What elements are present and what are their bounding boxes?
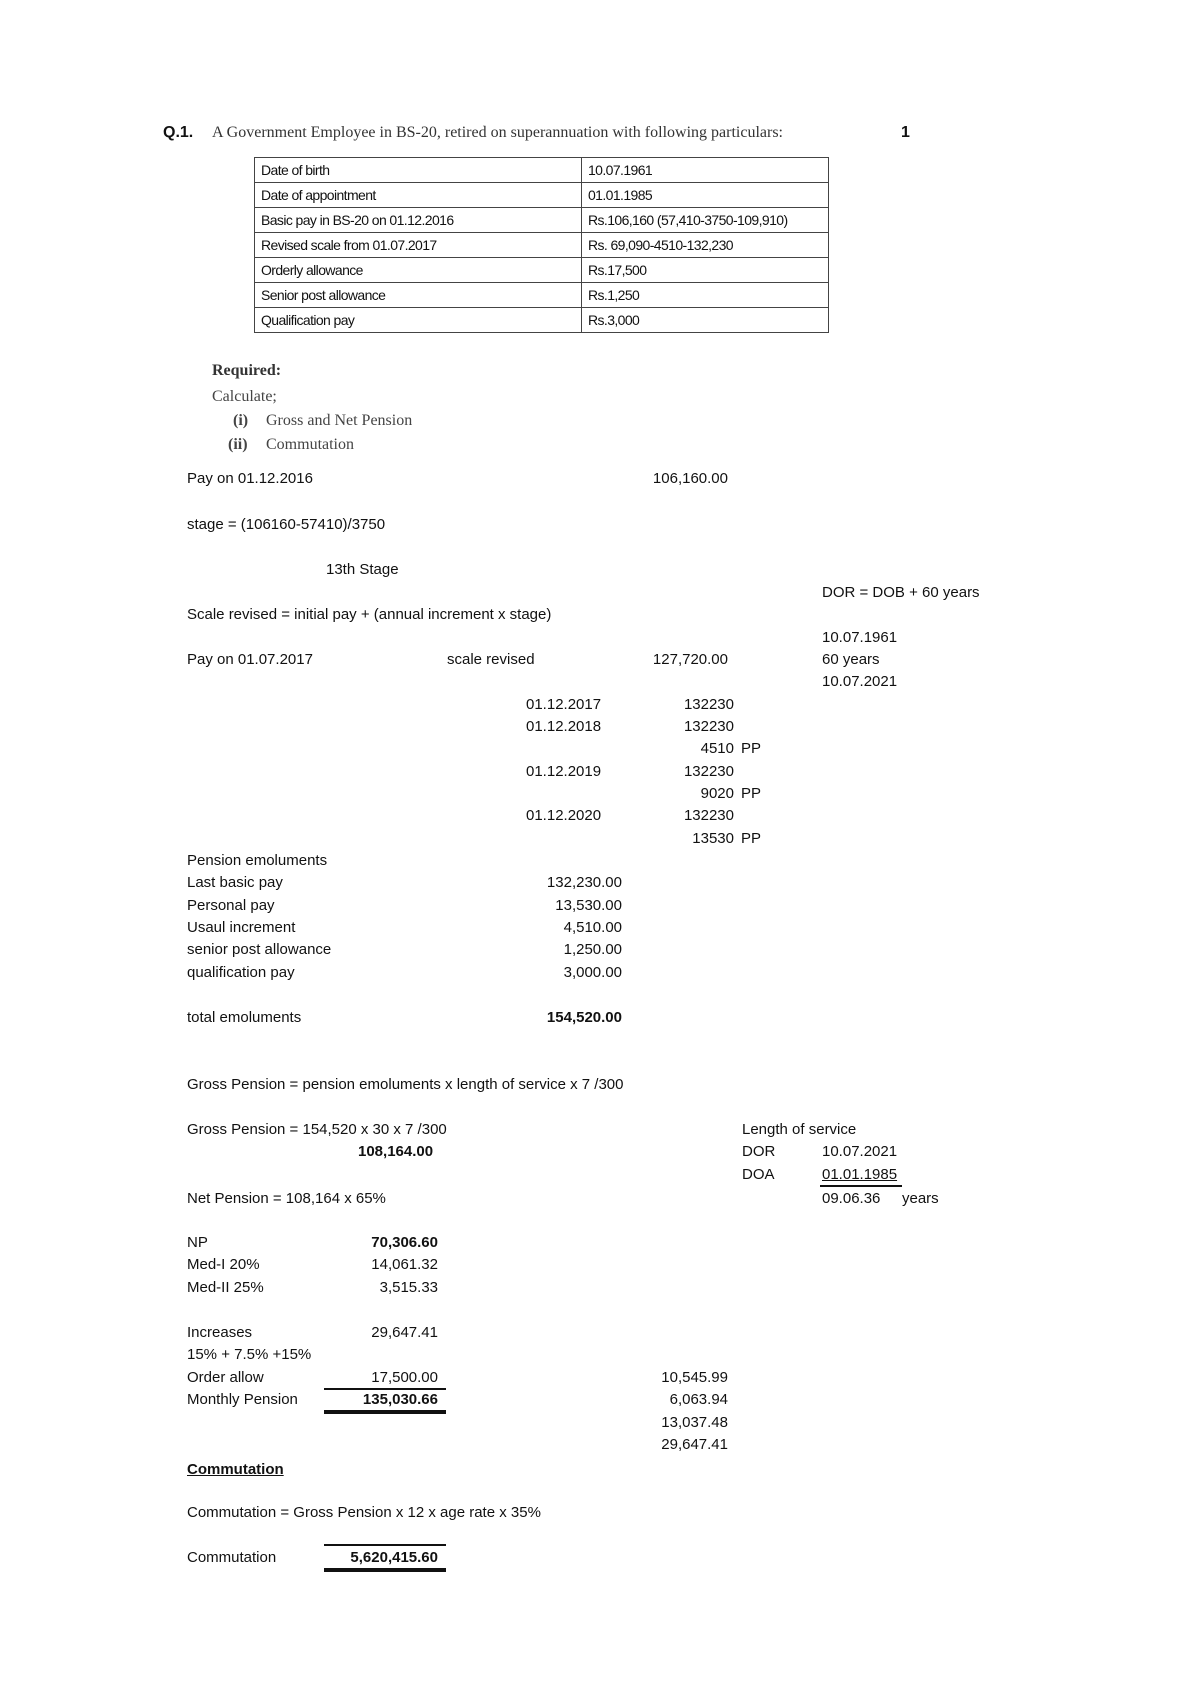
- orderly-allowance-value: 17,500.00: [371, 1369, 438, 1386]
- commutation-heading: Commutation: [187, 1461, 284, 1478]
- emolument-label: Usaul increment: [187, 919, 296, 936]
- pay-2016-label: Pay on 01.12.2016: [187, 470, 313, 487]
- required-item-text: Gross and Net Pension: [266, 412, 413, 429]
- los-label: DOA: [742, 1166, 775, 1183]
- particular-label: Revised scale from 01.07.2017: [255, 233, 582, 258]
- question-text: A Government Employee in BS-20, retired on superannuation with following particulars:: [212, 124, 783, 141]
- particulars-table: [254, 157, 829, 333]
- particular-label: Orderly allowance: [255, 258, 582, 283]
- emolument-value: 132,230.00: [546, 874, 622, 891]
- length-of-service-heading: Length of service: [742, 1121, 857, 1138]
- question-number: Q.1.: [163, 124, 194, 141]
- personal-pay-label: PP: [741, 785, 762, 802]
- los-unit: years: [902, 1190, 939, 1207]
- emolument-value: 13,530.00: [555, 897, 622, 914]
- scale-formula: Scale revised = initial pay + (annual increment x stage): [187, 606, 552, 623]
- increment-date: 01.12.2018: [526, 718, 602, 735]
- increase-breakdown-value: 10,545.99: [661, 1369, 728, 1386]
- stage-formula: stage = (106160-57410)/3750: [187, 516, 386, 533]
- table-row: [255, 233, 829, 258]
- table-row: [255, 308, 829, 333]
- increase-breakdown-value: 6,063.94: [669, 1391, 728, 1408]
- pay-2017-label: Pay on 01.07.2017: [187, 651, 313, 668]
- los-result: 09.06.36: [822, 1190, 881, 1207]
- increase-breakdown-value: 13,037.48: [661, 1414, 728, 1431]
- commutation-overline: [324, 1544, 446, 1546]
- pay-2017-note: scale revised: [447, 651, 535, 668]
- particular-value: Rs. 69,090-4510-132,230: [582, 233, 829, 258]
- double-underline: [324, 1568, 446, 1572]
- particular-label: Qualification pay: [255, 308, 582, 333]
- emoluments-heading: Pension emoluments: [187, 852, 328, 869]
- increment-pay: 132230: [683, 763, 734, 780]
- increment-pay: 132230: [683, 718, 734, 735]
- monthly-pension-value: 135,030.66: [362, 1391, 438, 1408]
- increases-note: 15% + 7.5% +15%: [187, 1346, 312, 1363]
- calculate-label: Calculate;: [212, 388, 277, 405]
- particular-value: 01.01.1985: [582, 183, 829, 208]
- gross-pension-formula: Gross Pension = pension emoluments x length of service x 7 /300: [187, 1076, 624, 1093]
- los-label: DOR: [742, 1143, 776, 1160]
- commutation-value: 5,620,415.60: [350, 1549, 438, 1566]
- np-label: NP: [187, 1234, 208, 1251]
- emolument-value: 4,510.00: [563, 919, 622, 936]
- gross-pension-calc: Gross Pension = 154,520 x 30 x 7 /300: [187, 1121, 447, 1138]
- increment-date: 01.12.2019: [526, 763, 602, 780]
- emolument-label: senior post allowance: [187, 941, 332, 958]
- medical-value: 3,515.33: [379, 1279, 438, 1296]
- particular-label: Senior post allowance: [255, 283, 582, 308]
- particular-value: Rs.3,000: [582, 308, 829, 333]
- commutation-formula: Commutation = Gross Pension x 12 x age rate x 35%: [187, 1504, 541, 1521]
- sixty-years: 60 years: [822, 651, 880, 668]
- required-item-text: Commutation: [266, 436, 354, 453]
- emolument-label: qualification pay: [187, 964, 295, 981]
- stage-result: 13th Stage: [326, 561, 399, 578]
- dor-formula: DOR = DOB + 60 years: [822, 584, 980, 601]
- particular-label: Date of birth: [255, 158, 582, 183]
- personal-pay-label: PP: [741, 740, 762, 757]
- increases-value: 29,647.41: [371, 1324, 438, 1341]
- table-row: [255, 208, 829, 233]
- sum-underline: [324, 1388, 446, 1390]
- net-pension-formula: Net Pension = 108,164 x 65%: [187, 1190, 386, 1207]
- particular-value: 10.07.1961: [582, 158, 829, 183]
- question-marks: 1: [901, 124, 910, 141]
- dob-value: 10.07.1961: [822, 629, 898, 646]
- required-item-number: (i): [233, 412, 249, 429]
- particular-value: Rs.1,250: [582, 283, 829, 308]
- orderly-allowance-label: Order allow: [187, 1369, 264, 1386]
- commutation-label: Commutation: [187, 1549, 277, 1566]
- table-row: [255, 258, 829, 283]
- increment-date: 01.12.2017: [526, 696, 602, 713]
- personal-pay-label: PP: [741, 830, 762, 847]
- medical-label: Med-II 25%: [187, 1279, 264, 1296]
- pay-2016-value: 106,160.00: [652, 470, 728, 487]
- medical-value: 14,061.32: [371, 1256, 438, 1273]
- increase-breakdown-total: 29,647.41: [661, 1436, 728, 1453]
- personal-pay-amount: 9020: [700, 785, 734, 802]
- np-value: 70,306.60: [371, 1234, 438, 1251]
- particular-label: Date of appointment: [255, 183, 582, 208]
- personal-pay-amount: 13530: [692, 830, 734, 847]
- los-value: 10.07.2021: [822, 1143, 898, 1160]
- required-heading: Required:: [212, 362, 282, 379]
- increases-label: Increases: [187, 1324, 253, 1341]
- increment-pay: 132230: [683, 696, 734, 713]
- total-emoluments-value: 154,520.00: [546, 1009, 622, 1026]
- emolument-value: 3,000.00: [563, 964, 622, 981]
- medical-label: Med-I 20%: [187, 1256, 260, 1273]
- particular-value: Rs.17,500: [582, 258, 829, 283]
- table-row: [255, 183, 829, 208]
- total-emoluments-label: total emoluments: [187, 1009, 302, 1026]
- los-value: 01.01.1985: [822, 1166, 898, 1183]
- emolument-label: Personal pay: [187, 897, 275, 914]
- table-row: [255, 158, 829, 183]
- particular-value: Rs.106,160 (57,410-3750-109,910): [582, 208, 829, 233]
- monthly-pension-label: Monthly Pension: [187, 1391, 298, 1408]
- personal-pay-amount: 4510: [700, 740, 734, 757]
- dor-value: 10.07.2021: [822, 673, 898, 690]
- emolument-label: Last basic pay: [187, 874, 283, 891]
- increment-pay: 132230: [683, 807, 734, 824]
- table-row: [255, 283, 829, 308]
- gross-pension-value: 108,164.00: [358, 1143, 434, 1160]
- los-underline: [820, 1185, 902, 1187]
- increment-date: 01.12.2020: [526, 807, 602, 824]
- emolument-value: 1,250.00: [563, 941, 622, 958]
- double-underline: [324, 1410, 446, 1414]
- pay-2017-value: 127,720.00: [652, 651, 728, 668]
- particular-label: Basic pay in BS-20 on 01.12.2016: [255, 208, 582, 233]
- required-item-number: (ii): [228, 436, 248, 453]
